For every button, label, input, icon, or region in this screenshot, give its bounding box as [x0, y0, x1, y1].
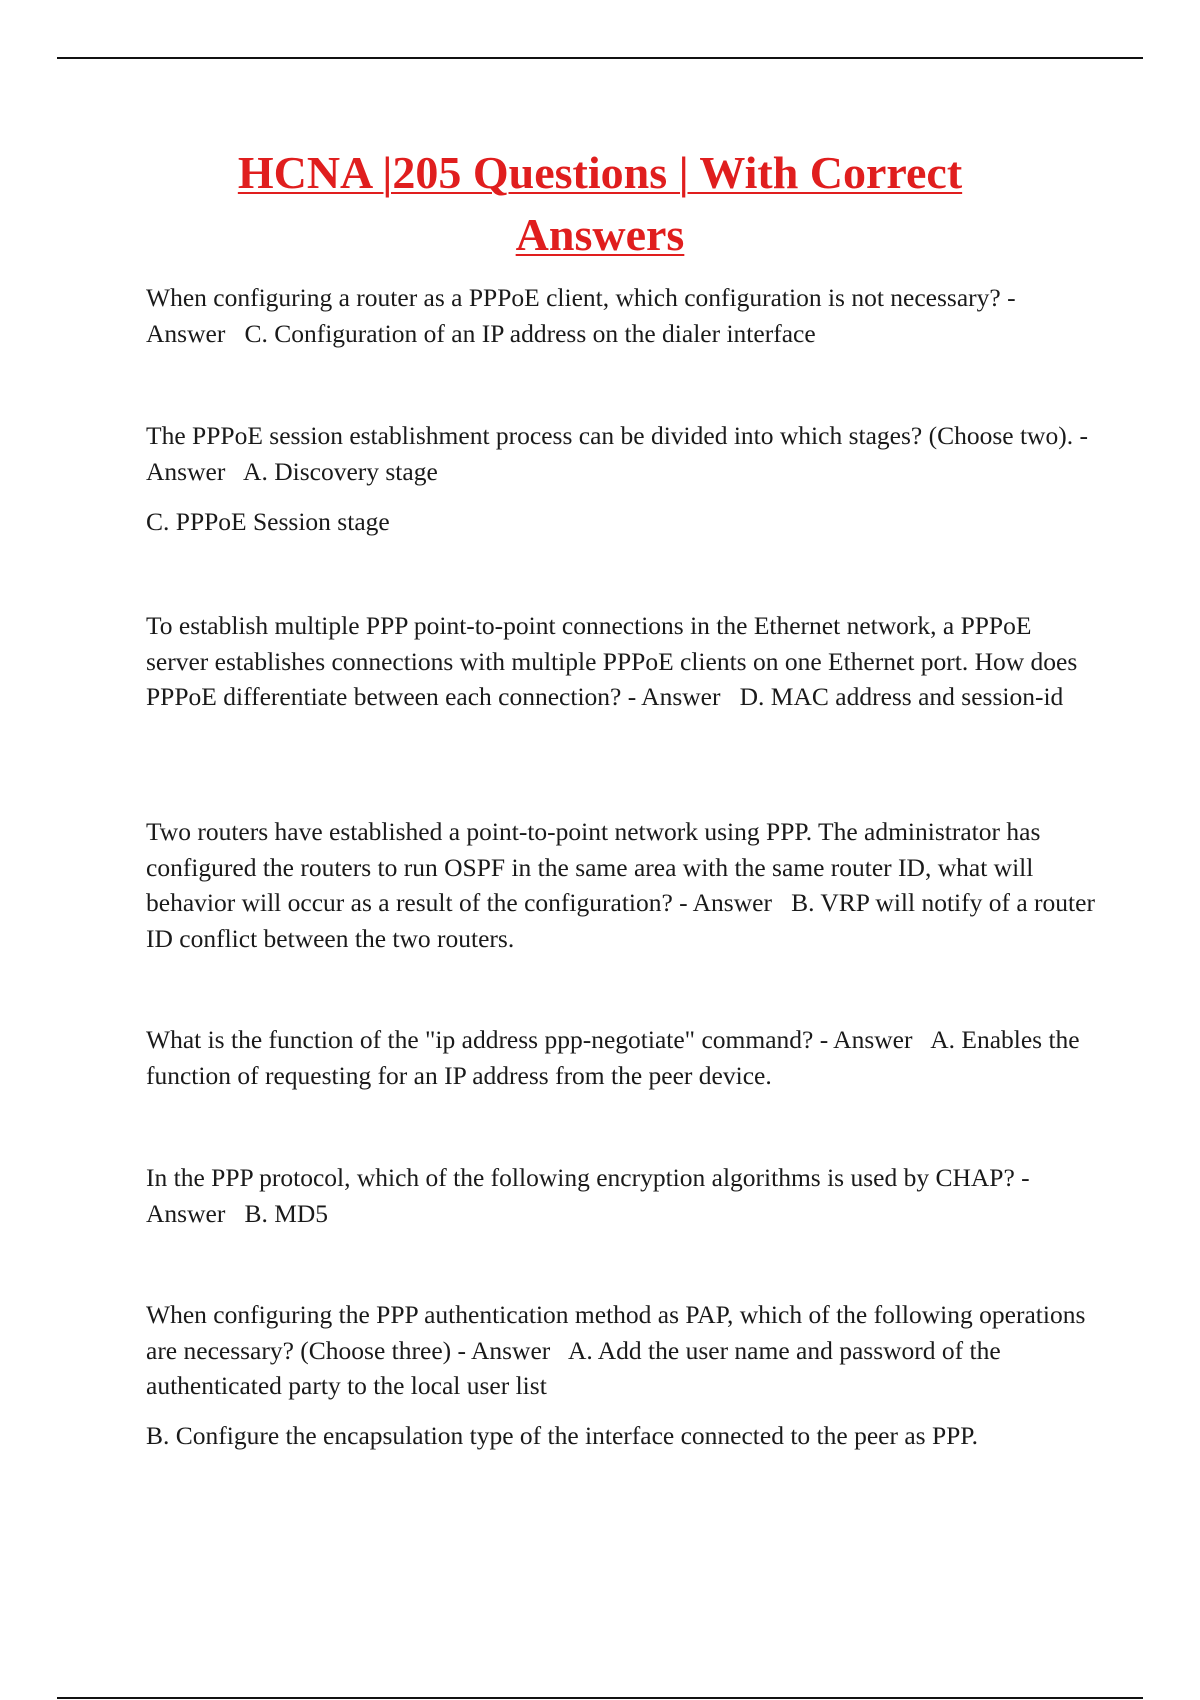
qa-item-3: To establish multiple PPP point-to-point connections in the Ethernet network, a PPPoE server establishes connections with multiple PPPoE clients on one Ethernet port. How does PPPoE differentiate between each connection? - Answer D. MAC address and session-id — [146, 611, 1084, 711]
qa-item-5: What is the function of the "ip address ppp-negotiate" command? - Answer A. Enables the function of requesting for an IP address from the peer device. — [146, 1025, 1086, 1090]
qa-item-7: When configuring the PPP authentication method as PAP, which of the following operations are necessary? (Choose three) - Answer A. Add the user name and password of the authenticated party to the local user list — [146, 1300, 1092, 1400]
qa-item-7-extra: B. Configure the encapsulation type of the interface connected to the peer as PPP. — [146, 1421, 979, 1450]
bottom-rule — [57, 1697, 1143, 1699]
qa-item-2: The PPPoE session establishment process can be divided into which stages? (Choose two). - Answer A. Discovery stage — [146, 421, 1093, 486]
qa-item-6: In the PPP protocol, which of the following encryption algorithms is used by CHAP? - Answer B. MD5 — [146, 1163, 1035, 1228]
top-rule — [57, 57, 1143, 59]
document-title: HCNA |205 Questions | With Correct Answers — [237, 147, 963, 260]
qa-item-2-extra: C. PPPoE Session stage — [146, 507, 390, 536]
qa-item-1: When configuring a router as a PPPoE client, which configuration is not necessary? - Answer C. Configuration of an IP address on the dialer interface — [146, 283, 1021, 348]
qa-item-4: Two routers have established a point-to-point network using PPP. The administrator has configured the routers to run OSPF in the same area with the same router ID, what will behavior will occur as a result of the configuration? - Answer B. VRP will notify of a router ID conflict between the two routers. — [146, 817, 1102, 953]
